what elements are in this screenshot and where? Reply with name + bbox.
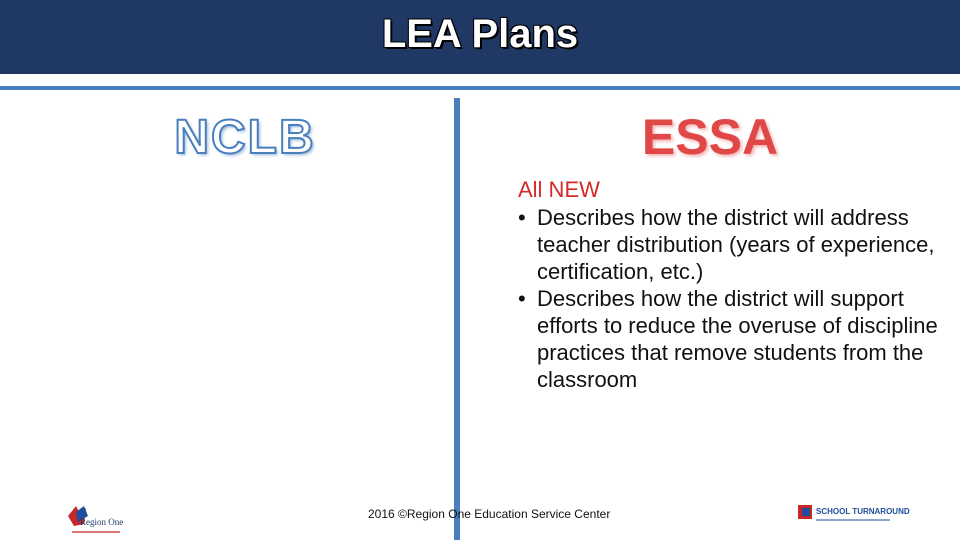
logo-left-text: Region One [80, 517, 124, 527]
header-divider [0, 86, 960, 90]
bullet-item [518, 204, 938, 285]
school-turnaround-logo [796, 499, 910, 527]
bullet-glyph: • [518, 205, 526, 230]
title-bar [0, 0, 960, 74]
bullet-list [518, 204, 938, 393]
nclb-heading: NCLB [174, 111, 316, 164]
essa-heading: ESSA [641, 109, 779, 165]
slide-title: LEA Plans [381, 12, 579, 56]
lead-text: All NEW [518, 177, 600, 202]
bullet-glyph: • [518, 286, 526, 311]
column-divider [454, 98, 460, 540]
footer-copyright: 2016 ©Region One Education Service Center [368, 507, 611, 521]
bullet-text: Describes how the district will support efforts to reduce the overuse of discipline practices that remove students from the classroom [537, 286, 938, 392]
logo-right-text: SCHOOL TURNAROUND [816, 507, 910, 516]
logo-right-mark-inner [802, 508, 810, 516]
region-one-logo [64, 498, 128, 538]
essa-content [518, 176, 938, 393]
bullet-item [518, 285, 938, 393]
bullet-text: Describes how the district will address teacher distribution (years of experience, certification, etc.) [537, 205, 935, 284]
